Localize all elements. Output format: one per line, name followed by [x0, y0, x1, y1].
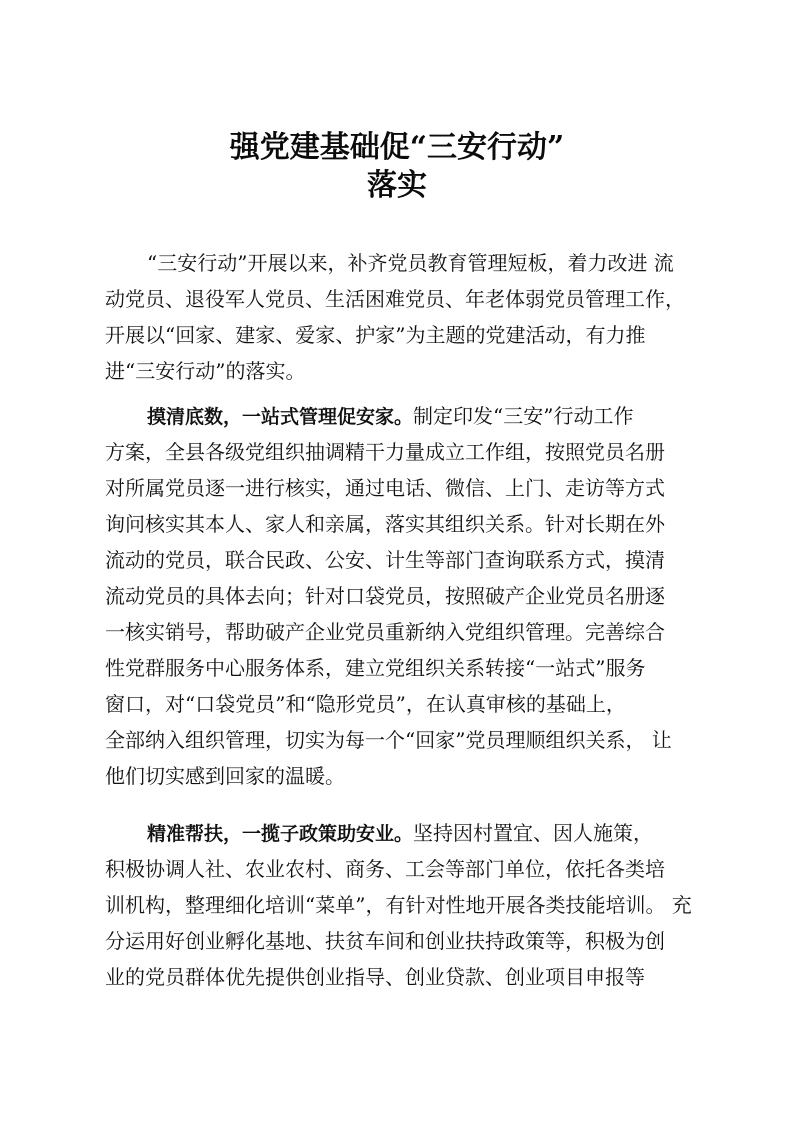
paragraph-line: 积极协调人社、农业农村、商务、工会等部门单位，依托各类培 — [105, 857, 665, 881]
paragraph-line — [105, 245, 695, 281]
paragraph-3 — [105, 815, 695, 995]
paragraph-line: 他们切实感到回家的温暖。 — [105, 764, 345, 788]
paragraph-line: 对所属党员逐一进行核实，通过电话、微信、上门、走访等方式 — [105, 476, 665, 500]
paragraph-text: “三安行动”开展以来，补齐党员教育管理短板，着力改进 流 — [147, 251, 674, 275]
paragraph-line: 一核实销号，帮助破产企业党员重新纳入党组织管理。完善综合 — [105, 620, 665, 644]
paragraph-line: 开展以“回家、建家、爱家、护家”为主题的党建活动，有力推 — [105, 323, 646, 347]
paragraph-1 — [105, 245, 695, 389]
paragraph-line: 动党员、退役军人党员、生活困难党员、年老体弱党员管理工作， — [105, 287, 685, 311]
paragraph-line: 训机构，整理细化培训“菜单”，有针对性地开展各类技能培训。 充 — [105, 893, 692, 917]
paragraph-line: 流动党员的具体去向；针对口袋党员，按照破产企业党员名册逐 — [105, 584, 665, 608]
paragraph-line: 方案，全县各级党组织抽调精干力量成立工作组，按照党员名册 — [105, 440, 665, 464]
paragraph-line: 业的党员群体优先提供创业指导、创业贷款、创业项目申报等 — [105, 965, 645, 989]
paragraph-line: 询问核实其本人、家人和亲属，落实其组织关系。针对长期在外 — [105, 512, 665, 536]
paragraph-lead: 精准帮扶，一揽子政策助安业。 — [147, 823, 414, 845]
document-title-line-2: 落实 — [367, 168, 427, 203]
paragraph-line: 窗口，对“口袋党员”和“隐形党员”，在认真审核的基础上， — [105, 692, 626, 716]
paragraph-lead: 摸清底数，一站式管理促安家。 — [147, 406, 414, 428]
paragraph-line: 性党群服务中心服务体系，建立党组织关系转接“一站式”服务 — [105, 656, 646, 680]
paragraph-text: 坚持因村置宜、因人施策， — [413, 821, 654, 845]
paragraph-line: 分运用好创业孵化基地、扶贫车间和创业扶持政策等，积极为创 — [105, 929, 665, 953]
document-title-line-1: 强党建基础促“三安行动” — [229, 130, 565, 165]
paragraph-line — [105, 815, 695, 851]
paragraph-text: 制定印发“三安”行动工作 — [413, 404, 634, 428]
paragraph-line — [105, 398, 695, 434]
paragraph-2 — [105, 398, 695, 794]
paragraph-line: 流动的党员，联合民政、公安、计生等部门查询联系方式，摸清 — [105, 548, 665, 572]
paragraph-line: 进“三安行动”的落实。 — [105, 359, 306, 383]
paragraph-line: 全部纳入组织管理，切实为每一个“回家”党员理顺组织关系， 让 — [105, 728, 672, 752]
